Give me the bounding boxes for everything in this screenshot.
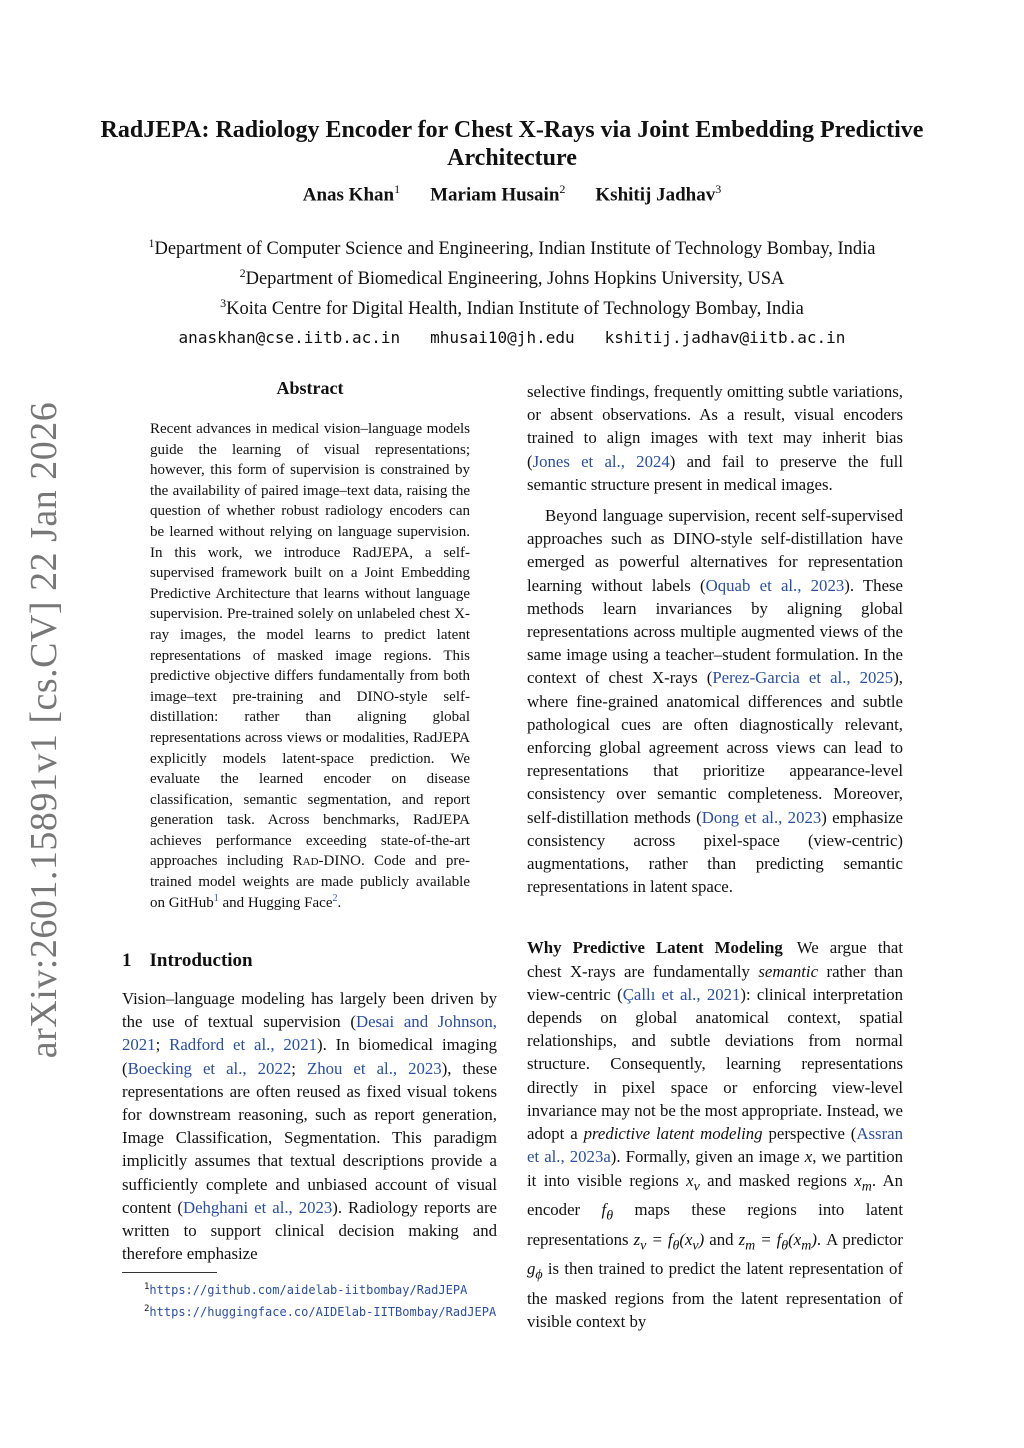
email-list (60, 328, 964, 347)
paragraph: Beyond language supervision, recent self-supervised approaches such as DINO-style self-distillation have emerged as powerful alternatives for representation learning without labels (Oquab et al., 2023). These methods learn invariances by aligning global representations across multiple augmented views of the same image using a teacher–student formulation. In the context of chest X-rays (Perez-Garcia et al., 2025), where fine-grained anatomical differences and subtle pathological cues are often diagnostically relevant, enforcing global agreement across views can lead to representations that prioritize appearance-level consistency over semantic completeness. Moreover, self-distillation methods (Dong et al., 2023) emphasize consistency across pixel-space (view-centric) augmentations, rather than predicting semantic representations in latent space. (527, 506, 904, 897)
paper-title: RadJEPA: Radiology Encoder for Chest X-Rays via Joint Embedding Predictive Architecture (100, 117, 924, 171)
affiliation: $^3$Koita Centre for Digital Health, Indian Institute of Technology Bombay, India (220, 296, 804, 320)
citation-link[interactable]: Radford et al., 2021 (169, 1035, 317, 1055)
abstract-body: Recent advances in medical vision–language models guide the learning of visual representations; however, this form of supervision is constrained by the availability of paired image–text data, raising the question of whether robust radiology encoders can be learned without relying on language supervision. In this work, we introduce RadJEPA, a self-supervised framework built on a Joint Embedding Predictive Architecture that learns without language supervision. Pre-trained solely on unlabeled chest X-ray images, the model learns to predict latent representations of masked image regions. This predictive objective differs fundamentally from both image–text pre-training and DINO-style self-distillation: rather than aligning global representations across views or modalities, RadJEPA explicitly models latent-space prediction. We evaluate the learned encoder on disease classification, semantic segmentation, and report generation task. Across benchmarks, RadJEPA achieves performance exceeding state-of-the-art approaches including Rad-DINO. Code and pre-trained model weights are made publicly available on GitHub$^1$ and Hugging Face$^2$. (150, 421, 470, 911)
footnote-link[interactable]: https://github.com/aidelab-iitbombay/RadJEPA (149, 1283, 468, 1297)
email[interactable]: kshitij.jadhav@iitb.ac.in (604, 328, 846, 347)
citation-link[interactable]: Dehghani et al., 2023 (182, 1197, 333, 1217)
affiliation: $^2$Department of Biomedical Engineering, Johns Hopkins University, USA (239, 266, 785, 290)
abstract-heading: Abstract (276, 378, 344, 398)
footnotes (122, 1278, 502, 1322)
citation-link[interactable]: Jones et al., 2024 (532, 451, 670, 471)
section-heading: 1 Introduction (122, 950, 253, 971)
citation-link[interactable]: Dong et al., 2023 (701, 807, 822, 827)
citation-link[interactable]: Çallı et al., 2021 (622, 984, 741, 1004)
right-column (527, 380, 903, 1333)
author: Mariam Husain$^2$ (430, 182, 566, 206)
introduction-paragraph: Vision–language modeling has largely been driven by the use of textual supervision (Desai and Johnson, 2021; Radford et al., 2021). In biomedical imaging (Boecking et al., 2022; Zhou et al., 2023), these representations are often reused as fixed visual tokens for downstream reasoning, such as report generation, Image Classification, Segmentation. This paradigm implicitly assumes that textual descriptions provide a sufficiently complete and unbiased account of visual content (Dehghani et al., 2023). Radiology reports are written to support clinical decision making and therefore emphasize (122, 989, 498, 1264)
citation-link[interactable]: Assran et al., 2023a (527, 1124, 904, 1167)
citation-link[interactable]: Boecking et al., 2022 (127, 1058, 292, 1078)
email[interactable]: anaskhan@cse.iitb.ac.in (178, 328, 401, 347)
footnote-divider (122, 1272, 217, 1273)
author-list (100, 182, 924, 206)
paragraph-heading: Why Predictive Latent Modeling (527, 938, 783, 958)
footnote-ref[interactable]: 2 (332, 892, 338, 904)
paragraph: selective findings, frequently omitting subtle variations, or absent observations. As a result, visual encoders trained to align images with text may inherit bias (Jones et al., 2024) and fail to preserve the full semantic structure present in medical images. (527, 382, 903, 494)
citation-link[interactable]: Desai and Johnson, 2021 (122, 1012, 497, 1055)
paragraph: Why Predictive Latent Modeling We argue that chest X-rays are fundamentally semantic rather than view-centric (Çallı et al., 2021): clinical interpretation depends on global anatomical context, spatial relationships, and subtle deviations from normal structure. Consequently, learning representations directly in pixel space or enforcing view-level invariance may not be the most appropriate. Instead, we adopt a predictive latent modeling perspective (Assran et al., 2023a). Formally, given an image x, we partition it into visible regions $x_v$ and masked regions $x_m$. An encoder $f_\theta$ maps these regions into latent representations $z_v = f_\theta(x_v)$ and $z_m = f_\theta(x_m)$. A predictor $g_\phi$ is then trained to predict the latent representation of the masked regions from the latent representation of visible context by (527, 938, 904, 1331)
affiliation: $^1$Department of Computer Science and Engineering, Indian Institute of Technology Bombay, India (148, 236, 876, 260)
affiliation-list (60, 231, 964, 321)
citation-link[interactable]: Oquab et al., 2023 (705, 575, 845, 595)
author: Kshitij Jadhav$^3$ (595, 182, 722, 206)
footnote: $^2$https://huggingface.co/AIDElab-IITBombay/RadJEPA (144, 1304, 497, 1319)
citation-link[interactable]: Zhou et al., 2023 (306, 1058, 442, 1078)
citation-link[interactable]: Perez-Garcia et al., 2025 (712, 668, 894, 688)
footnote-ref[interactable]: 1 (213, 892, 219, 904)
author: Anas Khan$^1$ (302, 182, 401, 206)
email[interactable]: mhusai10@jh.edu (430, 328, 575, 347)
footnote-link[interactable]: https://huggingface.co/AIDElab-IITBombay/RadJEPA (149, 1305, 497, 1319)
footnote: $^1$https://github.com/aidelab-iitbombay/RadJEPA (144, 1282, 468, 1297)
arxiv-identifier: arXiv:2601.15891v1 [cs.CV] 22 Jan 2026 (23, 401, 65, 1059)
